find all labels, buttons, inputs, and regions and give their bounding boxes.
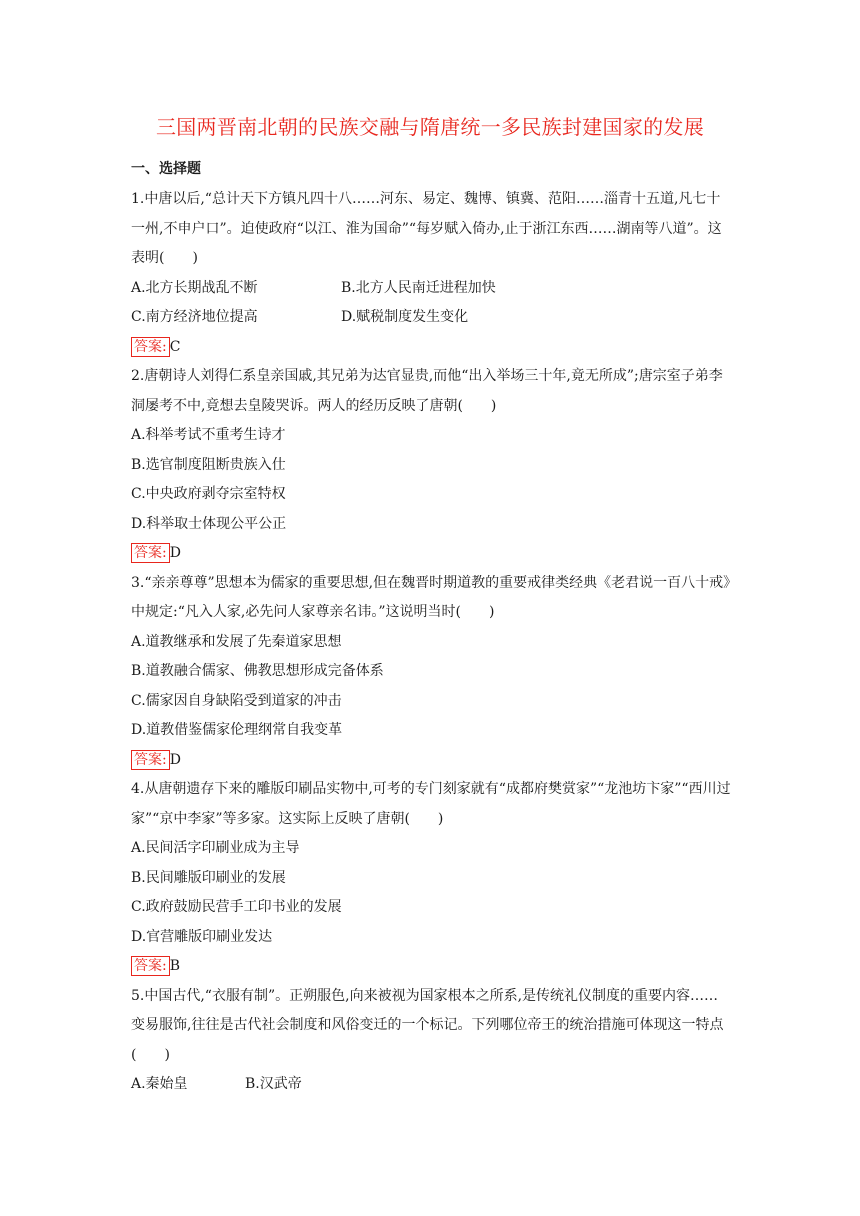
- option-b: B.北方人民南迁进程加快: [341, 279, 496, 296]
- option-b: B.选官制度阻断贵族入仕: [131, 456, 286, 473]
- option-d: D.赋税制度发生变化: [341, 309, 469, 325]
- option-a: A.民间活字印刷业成为主导: [131, 840, 300, 856]
- question-stem: 1.中唐以后,“总计天下方镇凡四十八……河东、易定、魏博、镇冀、范阳……淄青十五道,凡七十一州,不申户口”。迫使政府“以江、淮为国命”“每岁赋入倚办,止于浙江东西……湖南等八道”。这表明( ): [131, 191, 722, 266]
- answer-value: C: [169, 338, 181, 355]
- question-stem: 3.“亲亲尊尊”思想本为儒家的重要思想,但在魏晋时期道教的重要戒律类经典《老君说一百八十戒》中规定:“凡入人家,必先问人家尊亲名讳。”这说明当时( ): [131, 574, 731, 620]
- section-heading: 一、选择题: [131, 161, 201, 177]
- option-c: C.政府鼓励民营手工印书业的发展: [131, 899, 342, 915]
- answer-line: [131, 746, 731, 776]
- option-row: [131, 1070, 731, 1100]
- option-d: D.道教借鉴儒家伦理纲常自我变革: [131, 722, 343, 738]
- option-list: [131, 834, 731, 952]
- option-c: C.儒家因自身缺陷受到道家的冲击: [131, 692, 342, 709]
- answer-label: 答案:: [131, 337, 170, 357]
- option-a: A.科举考试不重考生诗才: [131, 427, 286, 443]
- option-c: C.南方经济地位提高: [131, 309, 258, 325]
- option-list: [131, 628, 731, 746]
- option-list: [131, 421, 731, 539]
- option-c: C.中央政府剥夺宗室特权: [131, 486, 286, 502]
- question-stem: 2.唐朝诗人刘得仁系皇亲国戚,其兄弟为达官显贵,而他“出入举场三十年,竟无所成”;唐宗室子弟李洞屡考不中,竟想去皇陵哭诉。两人的经历反映了唐朝( ): [131, 368, 723, 414]
- question-3: [131, 569, 731, 776]
- option-row: [131, 303, 731, 333]
- answer-label: 答案:: [131, 750, 170, 770]
- answer-label: 答案:: [131, 956, 170, 976]
- document-title: 三国两晋南北朝的民族交融与隋唐统一多民族封建国家的发展: [155, 115, 705, 139]
- option-a: A.北方长期战乱不断: [131, 279, 258, 296]
- option-b: B.汉武帝: [245, 1076, 302, 1092]
- option-a: A.秦始皇: [131, 1076, 188, 1092]
- question-stem: 5.中国古代,“衣服有制”。正朔服色,向来被视为国家根本之所系,是传统礼仪制度的重要内容……变易服饰,往往是古代社会制度和风俗变迁的一个标记。下列哪位帝王的统治措施可体现这一特点( ): [131, 987, 724, 1063]
- option-a: A.道教继承和发展了先秦道家思想: [131, 633, 342, 650]
- option-row: [131, 274, 731, 304]
- answer-label: 答案:: [131, 543, 170, 563]
- answer-line: [131, 952, 731, 982]
- answer-value: D: [169, 545, 181, 561]
- answer-line: [131, 333, 731, 363]
- question-2: [131, 362, 731, 569]
- answer-line: [131, 539, 731, 569]
- question-5: [131, 982, 731, 1100]
- answer-value: B: [169, 958, 181, 974]
- option-b: B.道教融合儒家、佛教思想形成完备体系: [131, 663, 384, 679]
- answer-value: D: [169, 751, 181, 768]
- option-d: D.官营雕版印刷业发达: [131, 928, 273, 945]
- question-4: [131, 775, 731, 982]
- question-list: [131, 185, 731, 1100]
- option-d: D.科举取士体现公平公正: [131, 515, 287, 532]
- option-b: B.民间雕版印刷业的发展: [131, 869, 286, 886]
- question-1: [131, 185, 731, 362]
- question-stem: 4.从唐朝遗存下来的雕版印刷品实物中,可考的专门刻家就有“成都府樊赏家”“龙池坊卞家”“西川过家”“京中李家”等多家。这实际上反映了唐朝( ): [131, 781, 731, 827]
